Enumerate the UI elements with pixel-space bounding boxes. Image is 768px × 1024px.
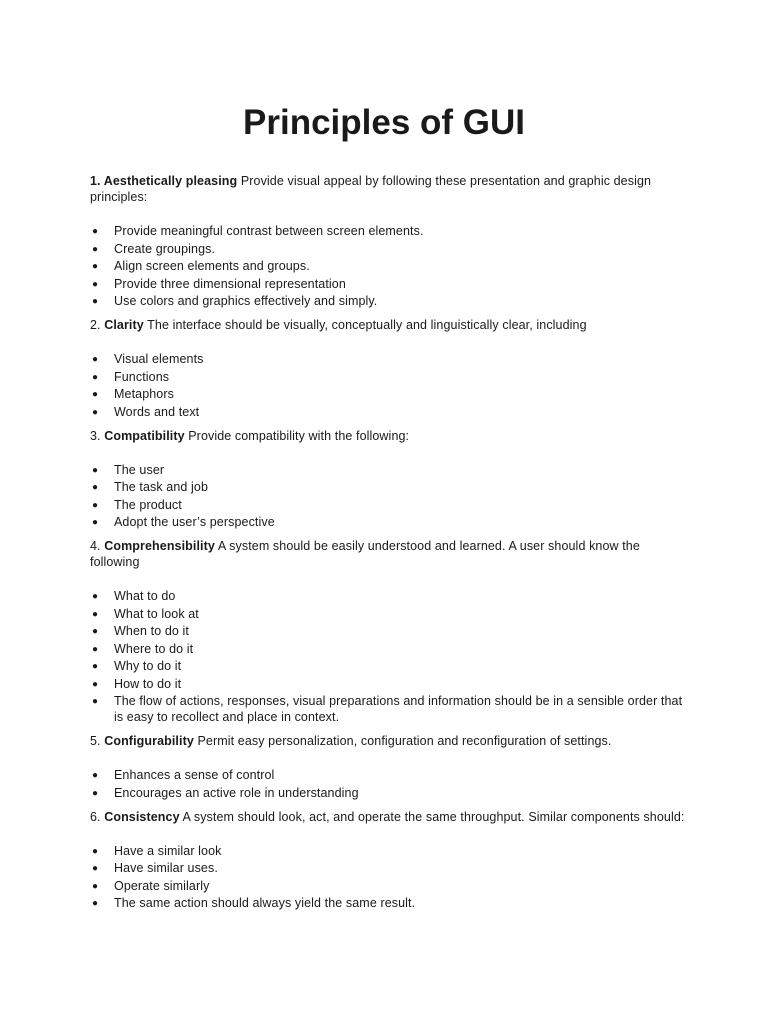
list-item <box>90 479 690 495</box>
section-heading <box>90 538 690 570</box>
list-item-text: The flow of actions, responses, visual preparations and information should be in a sensible order that is easy to recollect and place in context. <box>114 694 683 724</box>
list-item <box>90 497 690 513</box>
section-heading <box>90 428 690 444</box>
list-item <box>90 404 690 420</box>
section-title: Comprehensibility <box>104 539 215 553</box>
list-item-text: Enhances a sense of control <box>114 768 275 782</box>
section-text: Permit easy personalization, configuration and reconfiguration of settings. <box>197 734 612 748</box>
list-item-text: Have a similar look <box>114 843 222 858</box>
document-body <box>90 173 690 911</box>
list-item-text: The user <box>114 462 165 477</box>
section-title: Aesthetically pleasing <box>103 174 238 188</box>
bullet-icon: ● <box>92 880 99 892</box>
bullet-icon: ● <box>92 678 99 690</box>
bullet-icon: ● <box>92 591 99 602</box>
section-comprehensibility <box>90 538 690 725</box>
bullet-icon: ● <box>92 406 99 418</box>
list-item <box>90 369 690 385</box>
list-item <box>90 767 690 783</box>
section-text: The interface should be visually, conceptually and linguistically clear, including <box>147 318 587 332</box>
section-heading <box>90 733 690 749</box>
section-number: 3. <box>90 428 101 443</box>
list-item <box>90 785 690 801</box>
list-item-text: Use colors and graphics effectively and simply. <box>114 294 378 308</box>
bullet-icon: ● <box>92 517 99 528</box>
list-item-text: The same action should always yield the same result. <box>114 896 416 910</box>
section-heading <box>90 173 690 205</box>
bullet-icon: ● <box>92 898 99 909</box>
section-number: 5. <box>90 734 101 748</box>
list-item-text: Provide three dimensional representation <box>114 276 346 291</box>
list-item <box>90 606 690 622</box>
bullet-list <box>90 843 690 912</box>
bullet-icon: ● <box>92 278 99 290</box>
section-number: 1. <box>90 174 101 188</box>
section-consistency <box>90 809 690 912</box>
bullet-icon: ● <box>92 243 99 255</box>
section-clarity <box>90 317 690 420</box>
bullet-icon: ● <box>92 499 99 511</box>
bullet-icon: ● <box>92 787 99 799</box>
list-item-text: What to do <box>114 589 176 603</box>
bullet-icon: ● <box>92 261 99 272</box>
section-title: Compatibility <box>104 428 185 443</box>
section-configurability <box>90 733 690 801</box>
section-text: A system should be easily understood and learned. A user should know the following <box>90 539 640 569</box>
bullet-list <box>90 767 690 801</box>
page-title: Principles of GUI <box>243 103 525 142</box>
list-item <box>90 386 690 402</box>
bullet-icon: ● <box>92 770 99 781</box>
list-item-text: Create groupings. <box>114 241 216 256</box>
bullet-list <box>90 462 690 531</box>
list-item <box>90 658 690 674</box>
bullet-icon: ● <box>92 696 99 707</box>
bullet-icon: ● <box>92 643 99 655</box>
bullet-icon: ● <box>92 389 99 400</box>
section-number: 4. <box>90 539 101 553</box>
list-item-text: Functions <box>114 369 170 384</box>
section-text: Provide visual appeal by following these presentation and graphic design principles: <box>90 174 652 204</box>
bullet-icon: ● <box>92 661 99 672</box>
list-item <box>90 462 690 478</box>
list-item-text: Adopt the user’s perspective <box>114 515 275 529</box>
list-item <box>90 223 690 239</box>
bullet-icon: ● <box>92 845 99 857</box>
list-item-text: Have similar uses. <box>114 861 218 875</box>
list-item-text: Why to do it <box>114 659 182 673</box>
list-item-text: The product <box>114 497 182 512</box>
list-item-text: Metaphors <box>114 387 174 401</box>
list-item <box>90 276 690 292</box>
list-item-text: What to look at <box>114 606 199 621</box>
section-title: Clarity <box>104 318 144 332</box>
list-item <box>90 641 690 657</box>
list-item <box>90 351 690 367</box>
list-item-text: Provide meaningful contrast between screen elements. <box>114 224 424 238</box>
list-item <box>90 293 690 309</box>
section-aesthetically-pleasing <box>90 173 690 309</box>
bullet-icon: ● <box>92 863 99 874</box>
list-item <box>90 676 690 692</box>
bullet-icon: ● <box>92 482 99 493</box>
section-compatibility <box>90 428 690 531</box>
list-item <box>90 860 690 876</box>
list-item-text: The task and job <box>114 480 209 494</box>
section-text: Provide compatibility with the following: <box>188 428 410 443</box>
list-item <box>90 588 690 604</box>
section-title: Consistency <box>104 809 180 824</box>
list-item <box>90 514 690 530</box>
list-item-text: When to do it <box>114 624 189 638</box>
section-number: 2. <box>90 318 101 332</box>
list-item-text: Encourages an active role in understanding <box>114 785 359 800</box>
list-item <box>90 693 690 725</box>
list-item-text: Words and text <box>114 404 200 419</box>
bullet-icon: ● <box>92 608 99 620</box>
section-heading <box>90 809 690 825</box>
section-title: Configurability <box>104 734 194 748</box>
list-item-text: How to do it <box>114 676 182 691</box>
bullet-icon: ● <box>92 464 99 476</box>
bullet-icon: ● <box>92 626 99 637</box>
list-item <box>90 241 690 257</box>
bullet-icon: ● <box>92 296 99 307</box>
list-item <box>90 878 690 894</box>
bullet-icon: ● <box>92 354 99 365</box>
list-item <box>90 623 690 639</box>
list-item-text: Where to do it <box>114 641 194 656</box>
list-item <box>90 843 690 859</box>
section-heading <box>90 317 690 333</box>
list-item-text: Visual elements <box>114 352 204 366</box>
list-item <box>90 258 690 274</box>
list-item <box>90 895 690 911</box>
bullet-list <box>90 588 690 725</box>
bullet-list <box>90 223 690 309</box>
section-text: A system should look, act, and operate the same throughput. Similar components should: <box>182 809 685 824</box>
list-item-text: Align screen elements and groups. <box>114 259 310 273</box>
bullet-icon: ● <box>92 226 99 237</box>
bullet-list <box>90 351 690 420</box>
section-number: 6. <box>90 809 101 824</box>
bullet-icon: ● <box>92 371 99 383</box>
list-item-text: Operate similarly <box>114 878 210 893</box>
